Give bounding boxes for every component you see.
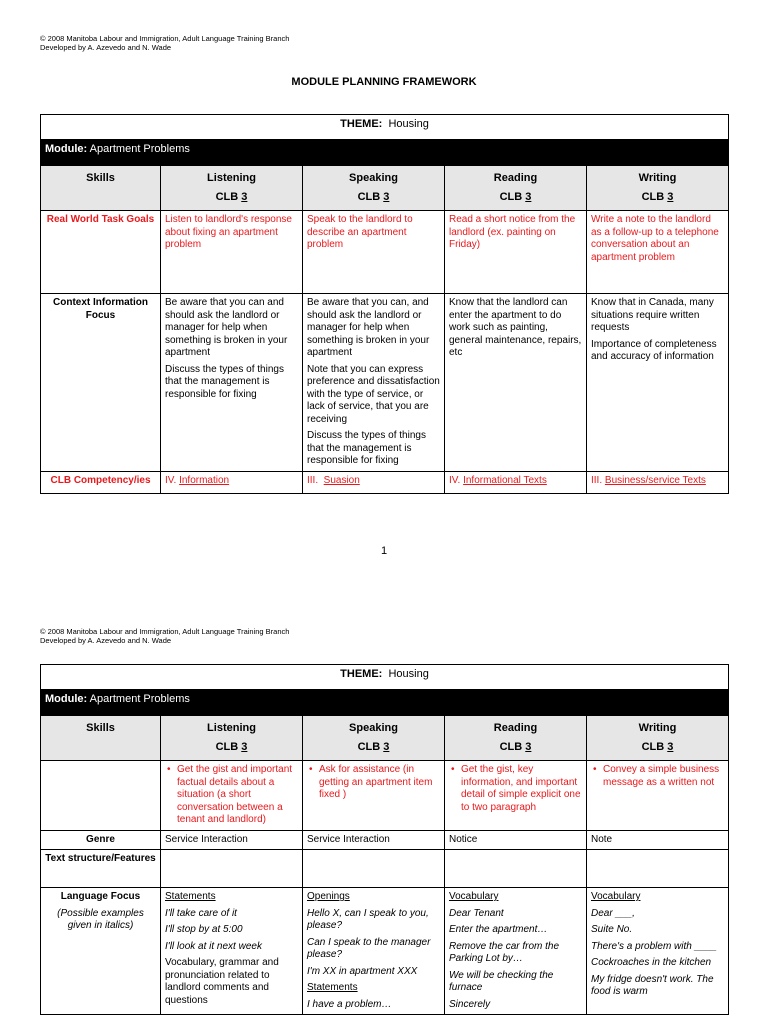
competency-listening: IV. Information	[161, 471, 303, 493]
theme-cell: THEME: Housing	[41, 115, 729, 140]
language-focus-writing: Vocabulary Dear ___, Suite No. There's a problem with ____ Cockroaches in the kitchen My fridge doesn't work. The food is warm	[587, 888, 729, 1015]
language-focus-label: Language Focus	[60, 891, 141, 902]
language-focus-listening: Statements I'll take care of it I'll stop by at 5:00 I'll look at it next week Vocabulary, grammar and pronunciation related to landlord comments and questions	[161, 888, 303, 1015]
text-structure-reading	[445, 850, 587, 888]
context-reading: Know that the landlord can enter the apartment to do work such as painting, general maintenance, repairs, etc	[445, 294, 587, 472]
objective-listening: • Get the gist and important factual details about a situation (a short conversation between a tenant and landlord)	[161, 761, 303, 831]
competency-link-suasion[interactable]: Suasion	[323, 474, 360, 486]
text-structure-listening	[161, 850, 303, 888]
goal-reading: Read a short notice from the landlord (ex. painting on Friday)	[445, 211, 587, 294]
skill-listening-header: Listening CLB 3	[161, 166, 303, 211]
context-writing: Know that in Canada, many situations require written requests Importance of completeness and accuracy of information	[587, 294, 729, 472]
goal-listening: Listen to landlord's response about fixing an apartment problem	[161, 211, 303, 294]
goal-writing: Write a note to the landlord as a follow-up to a telephone conversation about an apartment problem	[587, 211, 729, 294]
skill-reading-header: Reading CLB 3	[445, 716, 587, 761]
language-focus-note: (Possible examples given in italics)	[57, 907, 144, 931]
credit-line-1: © 2008 Manitoba Labour and Immigration, Adult Language Training Branch	[40, 34, 290, 43]
competency-reading: IV. Informational Texts	[445, 471, 587, 493]
skill-writing-header: Writing CLB 3	[587, 716, 729, 761]
skills-header: Skills	[41, 716, 161, 761]
competency-label: CLB Competency/ies	[41, 471, 161, 493]
genre-writing: Note	[587, 830, 729, 850]
objective-speaking: • Ask for assistance (in getting an apartment item fixed )	[303, 761, 445, 831]
planning-table-page-1	[40, 114, 729, 494]
module-cell: Module: Apartment Problems	[41, 140, 729, 166]
objective-reading: • Get the gist, key information, and important detail of simple explicit one to two paragraph	[445, 761, 587, 831]
genre-label: Genre	[41, 830, 161, 850]
language-focus-speaking: Openings Hello X, can I speak to you, please? Can I speak to the manager please? I'm XX in apartment XXX Statements I have a problem…	[303, 888, 445, 1015]
competency-link-information[interactable]: Information	[179, 474, 230, 486]
genre-speaking: Service Interaction	[303, 830, 445, 850]
skill-speaking-header: Speaking CLB 3	[303, 716, 445, 761]
objective-writing: • Convey a simple business message as a written not	[587, 761, 729, 831]
language-focus-reading: Vocabulary Dear Tenant Enter the apartment… Remove the car from the Parking Lot by… We will be checking the furnace Sincerely	[445, 888, 587, 1015]
genre-reading: Notice	[445, 830, 587, 850]
language-focus-label-cell	[41, 888, 161, 1015]
document-title: MODULE PLANNING FRAMEWORK	[291, 76, 477, 88]
text-structure-label: Text structure/Features	[41, 850, 161, 888]
context-listening: Be aware that you can and should ask the landlord or manager for help when something is broken in your apartment Discuss the types of things that the management is responsible for fixing	[161, 294, 303, 472]
competency-link-business-texts[interactable]: Business/service Texts	[604, 474, 706, 486]
competency-link-informational-texts[interactable]: Informational Texts	[463, 474, 547, 486]
theme-cell: THEME: Housing	[41, 665, 729, 690]
goals-label: Real World Task Goals	[41, 211, 161, 294]
genre-listening: Service Interaction	[161, 830, 303, 850]
skill-speaking-header: Speaking CLB 3	[303, 166, 445, 211]
context-speaking: Be aware that you can, and should ask the landlord or manager for help when something is broken in your apartment Note that you can express preference and dissatisfaction with the type of service, or lack of service, that you are receiving Discuss the types of things that the management is responsible for fixing	[303, 294, 445, 472]
planning-table-page-2	[40, 664, 729, 1015]
goal-speaking: Speak to the landlord to describe an apartment problem	[303, 211, 445, 294]
module-cell: Module: Apartment Problems	[41, 690, 729, 716]
skills-header: Skills	[41, 166, 161, 211]
copyright-credit-page-2	[40, 628, 289, 645]
credit-line-2: Developed by A. Azevedo and N. Wade	[40, 635, 172, 645]
context-label: Context Information Focus	[41, 294, 161, 472]
text-structure-speaking	[303, 850, 445, 888]
competency-speaking: III. Suasion	[303, 471, 445, 493]
page-number: 1	[380, 545, 388, 557]
skill-writing-header: Writing CLB 3	[587, 166, 729, 211]
objectives-label	[41, 761, 161, 831]
credit-line-1: © 2008 Manitoba Labour and Immigration, Adult Language Training Branch	[40, 627, 290, 636]
copyright-credit	[40, 35, 289, 52]
skill-reading-header: Reading CLB 3	[445, 166, 587, 211]
credit-line-2: Developed by A. Azevedo and N. Wade	[40, 42, 172, 52]
skill-listening-header: Listening CLB 3	[161, 716, 303, 761]
competency-writing: III. Business/service Texts	[587, 471, 729, 493]
text-structure-writing	[587, 850, 729, 888]
